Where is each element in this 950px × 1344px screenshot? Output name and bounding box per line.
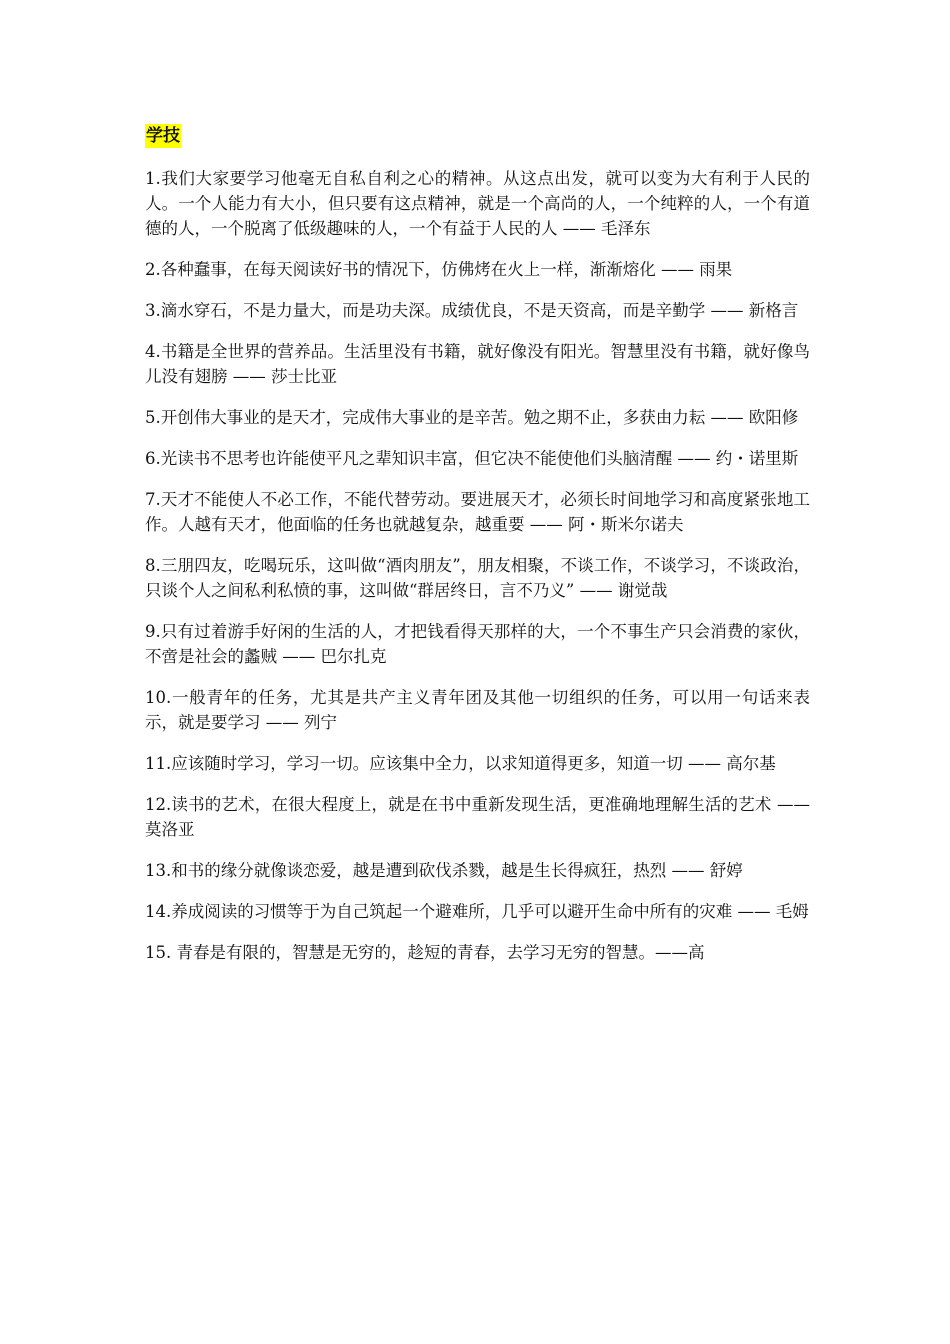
quote-10: 10.一般青年的任务，尤其是共产主义青年团及其他一切组织的任务，可以用一句话来表示，就是要学习 —— 列宁	[145, 688, 810, 732]
quote-13: 13.和书的缘分就像谈恋爱，越是遭到砍伐杀戮，越是生长得疯狂，热烈 —— 舒婷	[145, 861, 743, 880]
document-page	[145, 124, 843, 981]
quote-14: 14.养成阅读的习惯等于为自己筑起一个避难所，几乎可以避开生命中所有的灾难 —— 毛姆	[145, 902, 809, 921]
quote-12: 12.读书的艺术，在很大程度上，就是在书中重新发现生活，更准确地理解生活的艺术 —— 莫洛亚	[145, 795, 810, 839]
quote-3: 3.滴水穿石，不是力量大，而是功夫深。成绩优良，不是天资高，而是辛勤学 —— 新格言	[145, 301, 799, 320]
quote-5: 5.开创伟大事业的是天才，完成伟大事业的是辛苦。勉之期不止，多获由力耘 —— 欧阳修	[145, 408, 799, 427]
quote-1: 1.我们大家要学习他毫无自私自利之心的精神。从这点出发，就可以变为大有利于人民的人。一个人能力有大小，但只要有这点精神，就是一个高尚的人，一个纯粹的人，一个有道德的人，一个脱离了低级趣味的人，一个有益于人民的人 —— 毛泽东	[145, 169, 810, 238]
quote-15: 15. 青春是有限的，智慧是无穷的，趁短的青春，去学习无穷的智慧。——高	[145, 943, 705, 962]
quote-6: 6.光读书不思考也许能使平凡之辈知识丰富，但它决不能使他们头脑清醒 —— 约・诺里斯	[145, 449, 799, 468]
quote-2: 2.各种蠢事，在每天阅读好书的情况下，仿佛烤在火上一样，渐渐熔化 —— 雨果	[145, 260, 733, 279]
quote-4: 4.书籍是全世界的营养品。生活里没有书籍，就好像没有阳光。智慧里没有书籍，就好像鸟 儿没有翅膀 —— 莎士比亚	[145, 342, 843, 386]
quote-11: 11.应该随时学习，学习一切。应该集中全力，以求知道得更多，知道一切 —— 高尔基	[145, 754, 776, 773]
section-heading: 学技	[146, 126, 180, 146]
quote-7: 7.天才不能使人不必工作，不能代替劳动。要进展天才，必须长时间地学习和高度紧张地工作。人越有天才，他面临的任务也就越复杂，越重要 —— 阿・斯米尔诺夫	[145, 490, 810, 534]
quote-8: 8.三朋四友，吃喝玩乐，这叫做“酒肉朋友”，朋友相聚，不谈工作，不谈学习，不谈政治，只谈个人之间私利私愤的事，这叫做“群居终日，言不乃义” —— 谢觉哉	[145, 556, 810, 600]
quote-9: 9.只有过着游手好闲的生活的人，才把钱看得天那样的大，一个不事生产只会消费的家伙，不啻是社会的蠡贼 —— 巴尔扎克	[145, 622, 810, 666]
